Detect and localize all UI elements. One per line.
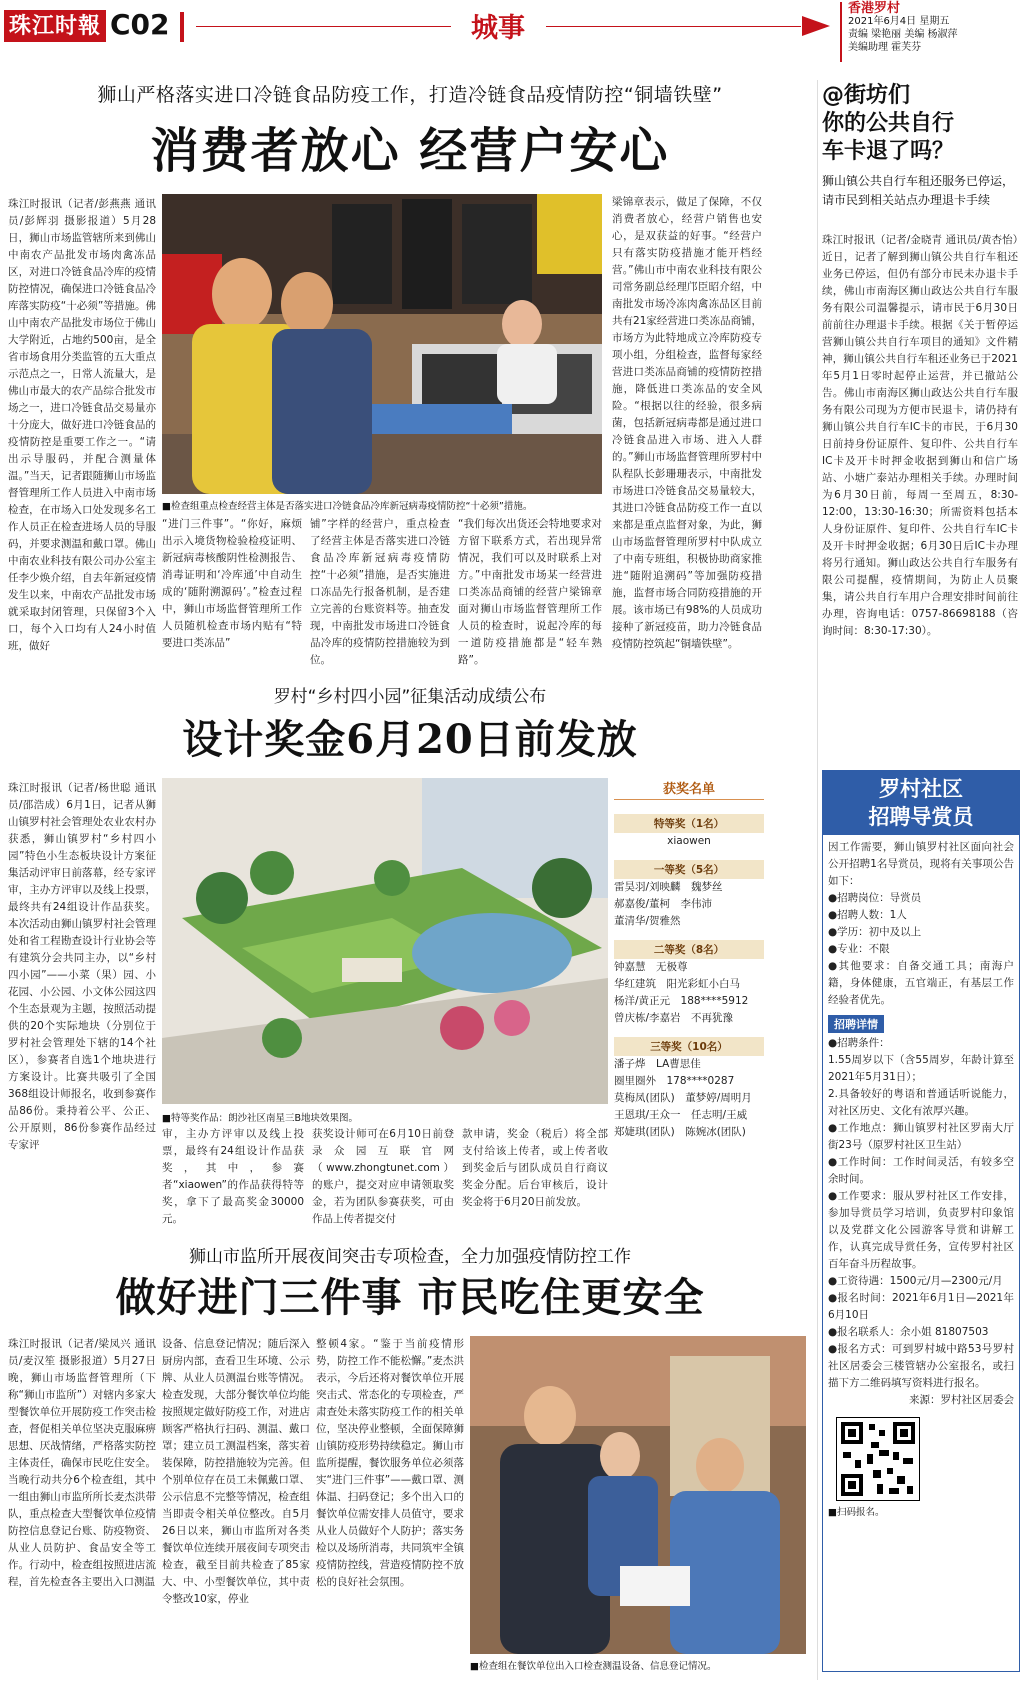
article1-col3: 铺”字样的经营户，重点检查了经营主体是否落实进口冷链食品冷库新冠病毒疫情防控“十必须”措施，是否实施进口冻品先行报备机制，是否建立完善的台账资料等。抽查发现，中南批发市场进口冷链食品冷库的疫情防控措施较为到位。 [310, 518, 450, 666]
recruit-title-line1: 罗村社区 [879, 777, 963, 801]
editor-credits: 责编 梁艳丽 美编 杨淑萍 [848, 29, 958, 40]
recruit-item: ●招聘岗位：导赏员 [828, 892, 922, 904]
recruit-source: 来源：罗村社区居委会 [909, 1394, 1014, 1406]
award-winner: xiaowen [667, 835, 711, 847]
sidebar1-title-line2: 你的公共自行 [822, 111, 955, 136]
column-divider [817, 80, 818, 1680]
edition-name: 香港罗村 [848, 1, 901, 16]
recruit-detail: ●工资待遇：1500元/月—2300元/月 [828, 1275, 1003, 1287]
paper-logo: 珠江时報 [4, 10, 106, 42]
article2-headline: 设计奖金6月20日前发放 [182, 716, 638, 763]
recruit-detail-tag: 招聘详情 [828, 1015, 884, 1033]
assistant-credits: 美编助理 霍芙芬 [848, 42, 922, 53]
section-rule-left [196, 26, 451, 27]
article1-col1: 珠江时报讯（记者/彭燕燕 通讯员/彭辉羽 摄影报道）5月28日，狮山市场监管辖所来到佛山中南农产品批发市场肉禽冻品区，对进口冷链食品冷库的疫情防控情况，确保进口冷链食品冷库落实防疫“十必须”等措施。佛山中南农产品批发市场位于佛山大学附近，占地约500亩，是全省市场食用分类监管的五大重点示范点之一，日常人流量大，是佛山市最大的农产品综合批发市场之一，进口冷链食品交易量亦十分庞大，做好进口冷链食品的疫情防控是重要工作之一。“请出示导服码，并配合测量体温。”当天，记者跟随狮山市场监督管理所工作人员进入中南市场检查，在市场入口处发现多名工作人员正在检查进场人员的导服码，并要求测温和戴口罩。佛山中南农业科技有限公司办公室主任李少焕介绍，自去年新冠疫情发生以来，中南农产品批发市场就采取封闭管理，只保留3个入口，每个入口均有人24小时值班，做好 [8, 198, 156, 652]
qr-code-icon[interactable] [836, 1417, 920, 1501]
article2-photo [162, 778, 608, 1104]
recruit-detail: ●工作地点：狮山镇罗村社区罗南大厅街23号（原罗村社区卫生站） [828, 1122, 1014, 1151]
recruit-item: ●招聘人数：1人 [828, 909, 907, 921]
sidebar1-body: 珠江时报讯（记者/金晓青 通讯员/黄杏怡）近日，记者了解到狮山镇公共自行车租还业务已停运，但仍有部分市民未办退卡手续，佛山市南海区狮山政达公共自行车服务有限公司温馨提示，请市民于6月30日前前往办理退卡手续。根据《关于暂停运营狮山镇公共自行车项目的通知》文件精神，狮山镇公共自行车租还业务已于2021年5月1日零时起停止运营，并已撤站公告。佛山市南海区狮山政达公共自行车服务有限公司现为方便市民退卡，请仍持有狮山镇公共自行车IC卡的市民，于6月30日前持身份证原件、复印件、公共自行车IC卡及开卡时押金收据到狮山和信广场站、小塘广泰站办理相关手续。办理时间为6月30日前，每周一至周五，8:30-12:00，13:30-16:30；所需资料包括本人身份证原件、复印件、公共自行车IC卡及开卡时押金收据；6月30日后IC卡办理将另行通知。狮山政达公共自行车服务有限公司提醒，疫情期间，为防止人员聚集，请公共自行车用户合理安排时间前往办理，咨询电话：0757-86698188（咨询时间：8:30-17:30）。 [822, 234, 1018, 637]
article3-col1: 珠江时报讯（记者/梁凤兴 通讯员/麦汉笙 摄影报道）5月27日晚，狮山市场监督管理所（下称“狮山市监所”）对辖内多家大型餐饮单位开展防疫工作突击检查，督促相关单位坚决克服麻痹思想、厌战情绪，严格落实防控主体责任，确保市民吃住安全。当晚行动共分6个检查组，其中一组由狮山市监所所长麦杰洪带队，重点检查大型餐饮单位疫情防控信息登记台账、防疫物资、从业人员防护、食品安全等工作。行动中，检查组按照进店流程，首先检查各主要出入口测温 [8, 1338, 156, 1588]
recruit-detail: ●招聘条件： [828, 1037, 890, 1049]
sidebar1-title-line1: @街坊们 [822, 83, 911, 108]
page-number: C02 [110, 8, 170, 41]
award-tier-label: 一等奖（5名） [614, 860, 764, 879]
awards-box [614, 778, 764, 1226]
recruit-intro: 因工作需要，狮山镇罗村社区面向社会公开招聘1名导赏员，现将有关事项公告如下： [828, 841, 1014, 887]
recruit-detail: ●工作要求：服从罗村社区工作安排，参加导赏员学习培训，负责罗村印象馆以及党群文化公园游客导赏和讲解工作，认真完成导赏任务，宣传罗村社区百年奋斗历程故事。 [828, 1190, 1014, 1270]
award-tier-label: 特等奖（1名） [614, 814, 764, 833]
award-winner: 郝嘉俊/董柯 李伟沛 [614, 898, 713, 910]
article2-col2: 审，主办方评审以及线上投票，最终有24组设计作品获奖，其中，参赛者“xiaowen”的作品获得特等奖，拿下了最高奖金30000元。 [162, 1128, 304, 1225]
article1-kicker: 狮山严格落实进口冷链食品防疫工作，打造冷链食品疫情防控“铜墙铁壁” [97, 84, 723, 106]
article2-col3: 获奖设计师可在6月10日前登录众园互联官网（www.zhongtunet.com）的账户，提交对应申请领取奖金，若为团队参赛获奖，可由作品上传者提交付 [312, 1128, 454, 1225]
recruit-detail: ●报名方式：可到罗村城中路53号罗村社区居委会三楼管辖办公室报名，或扫描下方二维码填写资料进行报名。 [828, 1343, 1014, 1389]
award-winner: 雷昊羽/刘映麟 魏梦丝 [614, 881, 723, 893]
article1-col2: “进门三件事”。“你好，麻烦出示入境货物检验检疫证明、新冠病毒核酸阴性检测报告、消毒证明和‘冷库通’中自动生成的‘随附溯源码’。”检查过程中，狮山市场监督管理所工作人员随机检查市场内贴有“特要进口类冻品” [162, 518, 302, 649]
award-winner: 董清华/贺雅然 [614, 915, 681, 927]
section-title: 城事 [471, 13, 525, 44]
award-winner: 王恩琪/王众一 任志明/王威 [614, 1109, 748, 1121]
award-tier-label: 二等奖（8名） [614, 940, 764, 959]
recruit-detail: ●报名时间：2021年6月1日—2021年6月10日 [828, 1292, 1014, 1321]
section-arrow-icon [802, 16, 830, 36]
awards-title: 获奖名单 [614, 778, 764, 800]
masthead [0, 0, 1024, 62]
recruit-box [822, 770, 1020, 1672]
issue-date: 2021年6月4日 星期五 [848, 16, 950, 27]
sidebar1-title [822, 82, 1020, 166]
article3-col3: 整顿4家。“鉴于当前疫情形势，防控工作不能松懈。”麦杰洪表示，今后还将对餐饮单位开展突击式、常态化的专项检查，严肃查处未落实防疫工作的相关单位，坚决停业整顿，全面保障狮山镇防疫形势持续稳定。狮山市监所提醒，餐饮服务单位必须落实“进门三件事”——戴口罩、测体温、扫码登记；多个出入口的餐饮单位需安排人员值守，要求从业人员做好个人防护；落实务检以及场所消毒，共同筑牢全镇疫情防控线，营造疫情防控不放松的良好社会氛围。 [316, 1338, 464, 1588]
article2-col1: 珠江时报讯（记者/杨世聪 通讯员/邵浩成）6月1日，记者从狮山镇罗村社会管理处农业农村办获悉，狮山镇罗村“乡村四小园”特色小生态板块设计方案征集活动评审日前落幕，经专家评审，主办方评审以及线上投票，最终共有24组设计作品获奖。本次活动由狮山镇罗村社会管理处和省工程勘查设计行业协会等有建筑分会共同主办，以“乡村四小园”——小菜（果）园、小花园、小公园、小文体公园这四个生态景观为主题，按照活动提供的20个实际地块（分别位于罗村社会管理处下辖的14个社区），参赛者自选1个地块进行方案设计。比赛共吸引了全国368组设计师报名，收到参赛作品86份。秉持着公平、公正、公开原则，86份参赛作品经过专家评 [8, 782, 156, 1151]
award-winner: 杨洋/黄正元 188****5912 [614, 995, 749, 1007]
award-winner: 华红建筑 阳光彩虹小白马 [614, 978, 740, 990]
award-winner: 钟嘉慧 无极尊 [614, 961, 688, 973]
article1-col4: “我们每次出货还会特地要求对方留下联系方式，若出现异常情况，我们可以及时联系上对方。”中南批发市场某一经营进口类冻品商铺的经营户梁锦章面对狮山市场监督管理所工作人员的检查时，说起冷库的每一道防疫措施都是“轻车熟路”。 [458, 518, 602, 666]
edition-info [840, 2, 1024, 62]
article3-headline: 做好进门三件事 市民吃住更安全 [115, 1274, 705, 1321]
article1-photo [162, 194, 602, 494]
award-tier-label: 三等奖（10名） [614, 1037, 764, 1056]
article2-photo-caption: ■特等奖作品：朗沙社区南星三B地块效果图。 [162, 1113, 358, 1124]
sidebar1-title-line3: 车卡退了吗？ [822, 139, 955, 164]
recruit-header [823, 771, 1019, 835]
article2-kicker: 罗村“乡村四小园”征集活动成绩公布 [273, 687, 547, 707]
award-winner: 圈里圈外 178****0287 [614, 1075, 735, 1087]
article1-photo-caption: ■检查组重点检查经营主体是否落实进口冷链食品冷库新冠病毒疫情防控“十必须”措施。 [162, 501, 533, 512]
qr-caption: ■扫码报名。 [828, 1507, 885, 1518]
award-winner: 曾庆栋/李嘉岩 不再犹豫 [614, 1012, 734, 1024]
article1-headline: 消费者放心 经营户安心 [150, 123, 670, 179]
article3-col2: 设备、信息登记情况；随后深入厨房内部，查看卫生环境、公示牌、从业人员测温台账等情况。检查发现，大部分餐饮单位均能按照规定做好防疫工作，对进店顾客严格执行扫码、测温、戴口罩；建立员工测温档案，落实着装保障，防控措施较为完善。但个别单位存在员工未佩戴口罩、公示信息不完整等情况，检查组当即责令相关单位整改。自5月26日以来，狮山市监所对各类餐饮单位连续开展夜间专项突击检查，截至目前共检查了85家大、中、小型餐饮单位，其中责令整改10家，停业 [162, 1338, 310, 1605]
recruit-detail: ●报名联系人：余小姐 81807503 [828, 1326, 989, 1338]
article3-photo-caption: ■检查组在餐饮单位出入口检查测温设备、信息登记情况。 [470, 1661, 717, 1672]
award-winner: 郑婕琪(团队) 陈婉冰(团队) [614, 1126, 746, 1138]
award-winner: 潘子烨 LA曹思佳 [614, 1058, 701, 1070]
recruit-item: ●专业：不限 [828, 943, 890, 955]
recruit-detail: ●工作时间：工作时间灵活，有较多空余时间。 [828, 1156, 1014, 1185]
recruit-detail: 2.具备较好的粤语和普通话听说能力，对社区历史、文化有浓厚兴趣。 [828, 1088, 1014, 1117]
section-rule-right [546, 26, 801, 27]
sidebar1-lead: 狮山镇公共自行车租还服务已停运，请市民到相关站点办理退卡手续 [822, 174, 1015, 207]
article3-kicker: 狮山市监所开展夜间突击专项检查，全力加强疫情防控工作 [189, 1247, 631, 1267]
recruit-item: ●学历：初中及以上 [828, 926, 922, 938]
page-divider-bar [180, 12, 184, 42]
article2-col4: 款申请，奖金（税后）将全部支付给该上传者，或上传者收到奖金后与团队成员自行商议奖金分配。后台审核后，设计奖金将于6月20日前发放。 [462, 1128, 608, 1208]
article1-col5: 梁锦章表示，做足了保障，不仅消费者放心，经营户销售也安心，是双获益的好事。“经营户只有落实防疫措施才能开档经营。”佛山市中南农业科技有限公司常务副总经理邝臣昭介绍，中南批发市场冷冻肉禽冻品区目前共有21家经营进口类冻品商铺，市场方为此特地成立冷库防疫专项小组，分组检查，监督每家经营进口类冻品商铺的疫情防控措施，降低进口类冻品的安全风险。“根据以往的经验，很多病菌，包括新冠病毒都是通过进口冷链食品进入市场、进入人群的。”狮山市场监督管理所罗村中队程队长彭珊珊表示，中南批发市场进口冷链食品交易量较大，其进口冷链食品防疫工作一直以来都是重点监督对象，为此，狮山市场监督管理所罗村中队成立了中南专班组，积极协助商家推进“随附追溯码”等加强防疫措施，监督市场合同防疫措施的开展。该市场已有98%的人员成功接种了新冠疫苗，助力冷链食品疫情防控筑起“铜墙铁壁”。 [612, 196, 762, 650]
article3-photo [470, 1336, 806, 1654]
recruit-title-line2: 招聘导赏员 [868, 805, 974, 829]
recruit-detail: 1.55周岁以下（含55周岁，年龄计算至2021年5月31日）； [828, 1054, 1014, 1083]
award-winner: 莫梅凤(团队) 董梦婷/周明月 [614, 1092, 752, 1104]
recruit-item: ●其他要求：自备交通工具；南海户籍，身体健康，五官端正，有基层工作经验者优先。 [828, 960, 1014, 1006]
